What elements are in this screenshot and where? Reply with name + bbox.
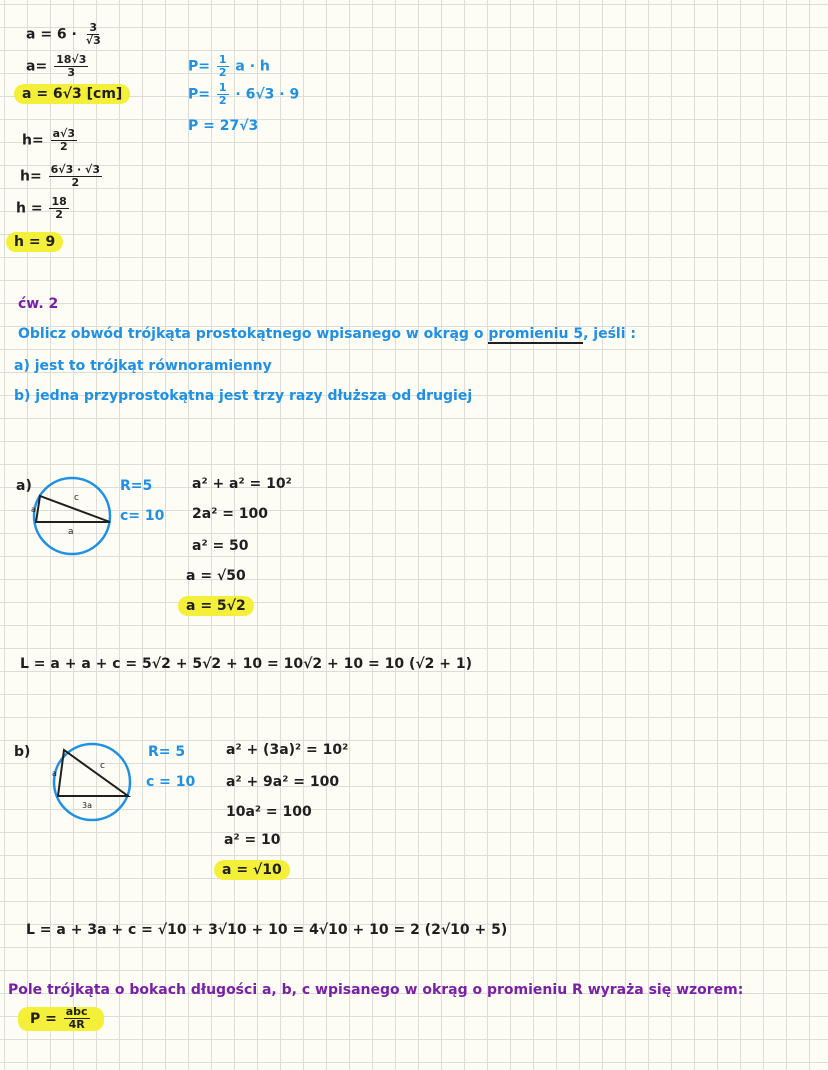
a-result xyxy=(14,86,130,102)
part-b-circle-diagram xyxy=(44,738,140,828)
exercise-task xyxy=(18,326,636,342)
part-b-eq1: a² + (3a)² = 10² xyxy=(226,742,349,758)
p-eq2-suffix: · 6√3 · 9 xyxy=(235,86,300,103)
area-formula xyxy=(18,1006,104,1031)
task-underlined-radius: promieniu 5 xyxy=(488,326,584,342)
p-eq2-numerator: 1 xyxy=(218,81,227,94)
part-b-eq5 xyxy=(214,862,290,878)
exercise-item-b: b) jedna przyprostokątna jest trzy razy dłuższa od drugiej xyxy=(14,388,473,404)
p-eq2-denominator: 2 xyxy=(218,94,227,107)
area-formula-highlight xyxy=(18,1007,104,1031)
p-eq2-prefix: P= xyxy=(188,86,210,103)
part-b-diagram-3a: 3a xyxy=(82,801,92,810)
h-equation-3 xyxy=(16,196,71,221)
part-b-eq2: a² + 9a² = 100 xyxy=(226,774,340,790)
a-result-highlight: a = 6√3 [cm] xyxy=(14,84,130,104)
part-a-radius: R=5 xyxy=(120,478,153,494)
task-text: Oblicz obwód trójkąta prostokątnego wpisanego w okrąg o xyxy=(18,326,484,342)
p-equation-3: P = 27√3 xyxy=(188,118,259,134)
p-eq1-suffix: a · h xyxy=(235,58,270,75)
h-eq3-denominator: 2 xyxy=(55,208,63,221)
part-a-label: a) xyxy=(16,478,32,494)
part-a-diagram-c: c xyxy=(74,493,79,503)
p-equation-2 xyxy=(188,82,299,107)
part-b-diagram-c: c xyxy=(100,761,105,771)
a-eq1-prefix: a = 6 · xyxy=(26,26,77,43)
part-a-eq5 xyxy=(178,598,254,614)
a-eq2-numerator: 18√3 xyxy=(56,53,87,66)
h-eq1-numerator: a√3 xyxy=(52,127,75,140)
a-eq2-denominator: 3 xyxy=(67,66,76,79)
part-a-eq5-highlight: a = 5√2 xyxy=(178,596,254,616)
a-eq1-numerator: 3 xyxy=(89,21,98,34)
a-eq2-prefix: a= xyxy=(26,58,48,75)
part-a-eq1: a² + a² = 10² xyxy=(192,476,292,492)
h-eq3-prefix: h = xyxy=(16,200,43,217)
h-eq2-numerator: 6√3 · √3 xyxy=(50,163,101,176)
exercise-item-a: a) jest to trójkąt równoramienny xyxy=(14,358,272,374)
part-b-eq3: 10a² = 100 xyxy=(226,804,312,820)
part-a-eq4: a = √50 xyxy=(186,568,246,584)
h-equation-1 xyxy=(22,128,79,153)
part-b-eq4: a² = 10 xyxy=(224,832,281,848)
part-b-diagram-a: a xyxy=(52,769,57,778)
a-equation-2 xyxy=(26,54,90,79)
p-eq1-prefix: P= xyxy=(188,58,210,75)
h-eq1-denominator: 2 xyxy=(59,140,68,153)
part-a-circle xyxy=(34,478,110,554)
part-a-diagram-a-side: a xyxy=(31,505,36,514)
h-eq1-prefix: h= xyxy=(22,132,44,149)
p-equation-1 xyxy=(188,54,270,79)
a-eq1-denominator: √3 xyxy=(85,34,101,47)
part-a-eq2: 2a² = 100 xyxy=(192,506,269,522)
part-a-triangle xyxy=(36,496,110,522)
part-a-perimeter: L = a + a + c = 5√2 + 5√2 + 10 = 10√2 + 10 = 10 (√2 + 1) xyxy=(20,656,473,672)
h-eq2-prefix: h= xyxy=(20,168,42,185)
part-b-triangle xyxy=(58,750,128,796)
exercise-label: ćw. 2 xyxy=(18,296,59,312)
part-b-eq5-highlight: a = √10 xyxy=(214,860,290,880)
area-formula-prefix: P = xyxy=(30,1010,57,1027)
part-a-hypotenuse: c= 10 xyxy=(120,508,165,524)
part-a-eq3: a² = 50 xyxy=(192,538,249,554)
area-formula-numerator: abc xyxy=(65,1005,88,1018)
part-a-diagram-a: a xyxy=(68,527,74,537)
area-formula-denominator: 4R xyxy=(68,1018,85,1031)
h-equation-2 xyxy=(20,164,104,189)
a-equation-1 xyxy=(26,22,105,47)
part-a-circle-diagram xyxy=(30,470,120,560)
part-b-label: b) xyxy=(14,744,31,760)
part-b-radius: R= 5 xyxy=(148,744,186,760)
part-b-circle xyxy=(54,744,130,820)
h-result xyxy=(6,234,63,250)
p-eq1-denominator: 2 xyxy=(218,66,227,79)
area-formula-description: Pole trójkąta o bokach długości a, b, c wpisanego w okrąg o promieniu R wyraża się wzorem: xyxy=(8,982,744,998)
task-text-end: , jeśli : xyxy=(583,326,636,342)
h-result-highlight: h = 9 xyxy=(6,232,63,252)
p-eq1-numerator: 1 xyxy=(218,53,227,66)
part-b-hypotenuse: c = 10 xyxy=(146,774,196,790)
part-b-perimeter: L = a + 3a + c = √10 + 3√10 + 10 = 4√10 + 10 = 2 (2√10 + 5) xyxy=(26,922,508,938)
h-eq3-numerator: 18 xyxy=(51,195,67,208)
h-eq2-denominator: 2 xyxy=(71,176,80,189)
